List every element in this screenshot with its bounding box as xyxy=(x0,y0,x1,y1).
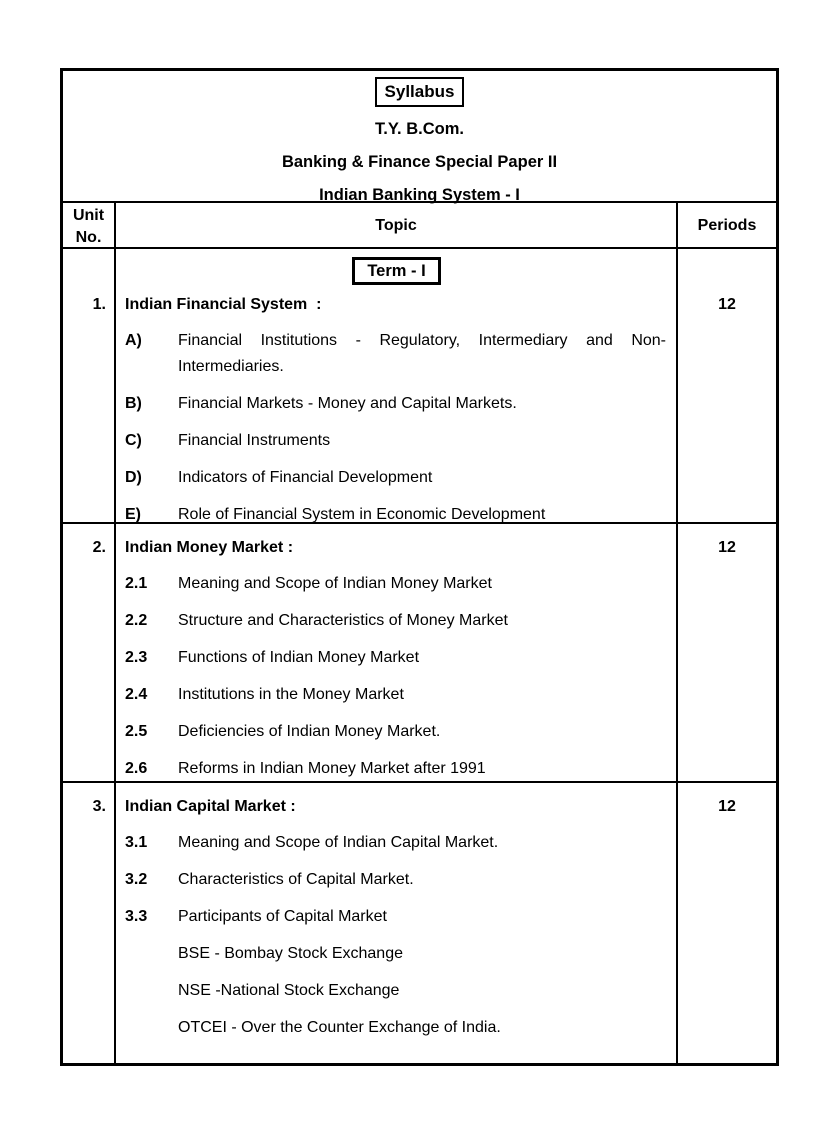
item-text: Institutions in the Money Market xyxy=(178,686,404,703)
item-text: Meaning and Scope of Indian Capital Market. xyxy=(178,834,499,851)
item-label: B) xyxy=(125,395,142,412)
item-text: Deficiencies of Indian Money Market. xyxy=(178,723,441,740)
periods-value: 12 xyxy=(676,524,776,781)
column-header-periods: Periods xyxy=(676,203,776,249)
item-text: Meaning and Scope of Indian Money Market xyxy=(178,575,492,592)
item-label xyxy=(125,941,178,967)
term-wrap xyxy=(125,257,668,285)
item-text: Structure and Characteristics of Money Market xyxy=(178,612,508,629)
item-label: A) xyxy=(125,332,142,349)
item-label: C) xyxy=(125,432,142,449)
item-text: Indicators of Financial Development xyxy=(178,469,433,486)
list-item xyxy=(125,608,668,634)
unit-number: 3. xyxy=(63,783,116,1063)
list-item xyxy=(125,904,668,930)
topic-cell xyxy=(116,783,676,1063)
column-header-unit-line2: No. xyxy=(75,229,102,246)
list-item xyxy=(125,830,668,856)
list-item xyxy=(125,756,668,781)
list-item xyxy=(125,682,668,708)
course-title: T.Y. B.Com. xyxy=(375,120,464,138)
list-item xyxy=(125,1015,668,1041)
list-item xyxy=(125,428,668,454)
item-label: 2.3 xyxy=(125,649,148,666)
list-item xyxy=(125,645,668,671)
item-text: Reforms in Indian Money Market after 1991 xyxy=(178,760,486,777)
table-header-row xyxy=(63,201,776,249)
list-item xyxy=(125,328,668,380)
item-label xyxy=(125,1015,178,1041)
column-header-unit-line1: Unit xyxy=(72,207,105,224)
item-label xyxy=(125,978,178,1004)
item-text: Functions of Indian Money Market xyxy=(178,649,420,666)
item-text: OTCEI - Over the Counter Exchange of India. xyxy=(178,1019,501,1036)
item-label: 2.2 xyxy=(125,612,148,629)
topic-cell xyxy=(116,249,676,522)
periods-value: 12 xyxy=(676,249,776,522)
term-box-label: Term - I xyxy=(352,257,440,285)
item-label: 2.4 xyxy=(125,686,148,703)
item-label: 2.5 xyxy=(125,723,148,740)
item-text: Characteristics of Capital Market. xyxy=(178,871,414,888)
list-item xyxy=(125,719,668,745)
item-label: 3.3 xyxy=(125,908,148,925)
item-text: NSE -National Stock Exchange xyxy=(178,982,400,999)
periods-value: 12 xyxy=(676,783,776,1063)
unit-number: 1. xyxy=(63,249,116,522)
list-item xyxy=(125,502,668,522)
item-label: 3.2 xyxy=(125,871,148,888)
item-text: Financial Markets - Money and Capital Markets. xyxy=(178,395,517,412)
unit-title: Indian Capital Market : xyxy=(125,798,296,815)
list-item xyxy=(125,571,668,597)
paper-title: Banking & Finance Special Paper II xyxy=(281,153,558,171)
item-label: D) xyxy=(125,469,142,486)
item-label: 2.1 xyxy=(125,575,148,592)
item-text: BSE - Bombay Stock Exchange xyxy=(178,945,403,962)
item-text: Role of Financial System in Economic Development xyxy=(178,506,546,522)
title-block xyxy=(63,71,776,204)
item-label: 2.6 xyxy=(125,760,148,777)
table-row xyxy=(63,524,776,783)
column-header-topic: Topic xyxy=(375,217,417,234)
table-row xyxy=(63,783,776,1063)
topic-cell xyxy=(116,524,676,781)
syllabus-table xyxy=(60,68,779,1066)
syllabus-box-label: Syllabus xyxy=(375,77,465,107)
unit-number: 2. xyxy=(63,524,116,781)
list-item xyxy=(125,391,668,417)
item-text: Financial Institutions - Regulatory, Intermediary and Non-Intermediaries. xyxy=(178,332,666,375)
list-item xyxy=(125,465,668,491)
table-row xyxy=(63,249,776,524)
item-text: Financial Instruments xyxy=(178,432,331,449)
list-item xyxy=(125,978,668,1004)
item-label: 3.1 xyxy=(125,834,148,851)
subject-title: Indian Banking System - I xyxy=(319,186,520,204)
list-item xyxy=(125,867,668,893)
unit-title: Indian Financial System : xyxy=(125,296,322,313)
item-text: Participants of Capital Market xyxy=(178,908,387,925)
item-label: E) xyxy=(125,506,141,522)
unit-title: Indian Money Market : xyxy=(125,539,294,556)
list-item xyxy=(125,941,668,967)
column-header-unit xyxy=(63,203,116,249)
